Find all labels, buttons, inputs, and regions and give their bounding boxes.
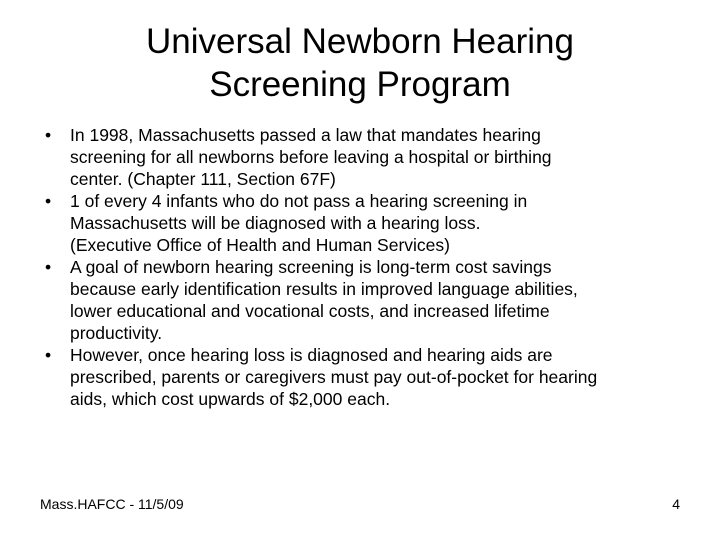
bullet-1-line-3: center. (Chapter 111, Section 67F): [70, 169, 336, 189]
bullet-1-line-2: screening for all newborns before leaving a hospital or birthing: [70, 147, 552, 167]
bullet-item-1: [40, 124, 690, 190]
slide-title: [40, 20, 680, 106]
page-number: 4: [672, 496, 680, 512]
bullet-item-3: [40, 256, 690, 344]
footer-source: Mass.HAFCC - 11/5/09: [40, 496, 184, 512]
bullet-icon: •: [45, 257, 52, 277]
bullet-list: [40, 124, 690, 410]
bullet-2-line-3: (Executive Office of Health and Human Services): [70, 235, 450, 255]
bullet-icon: •: [45, 191, 52, 211]
bullet-item-4: [40, 344, 690, 410]
slide-title-line-1: Universal Newborn Hearing: [146, 22, 574, 61]
bullet-icon: •: [45, 125, 52, 145]
bullet-3-line-3: lower educational and vocational costs, and increased lifetime: [70, 301, 550, 321]
slide-title-line-2: Screening Program: [209, 65, 511, 104]
bullet-4-line-2: prescribed, parents or caregivers must pay out-of-pocket for hearing: [70, 367, 598, 387]
bullet-2-line-2: Massachusetts will be diagnosed with a hearing loss.: [70, 213, 481, 233]
bullet-icon: •: [45, 345, 52, 365]
bullet-2-line-1: 1 of every 4 infants who do not pass a hearing screening in: [70, 191, 528, 211]
bullet-item-2: [40, 190, 690, 256]
bullet-3-line-4: productivity.: [70, 323, 163, 343]
bullet-4-line-3: aids, which cost upwards of $2,000 each.: [70, 389, 391, 409]
bullet-3-line-1: A goal of newborn hearing screening is long-term cost savings: [70, 257, 552, 277]
bullet-3-line-2: because early identification results in improved language abilities,: [70, 279, 578, 299]
bullet-1-line-1: In 1998, Massachusetts passed a law that mandates hearing: [70, 125, 541, 145]
bullet-4-line-1: However, once hearing loss is diagnosed and hearing aids are: [70, 345, 553, 365]
